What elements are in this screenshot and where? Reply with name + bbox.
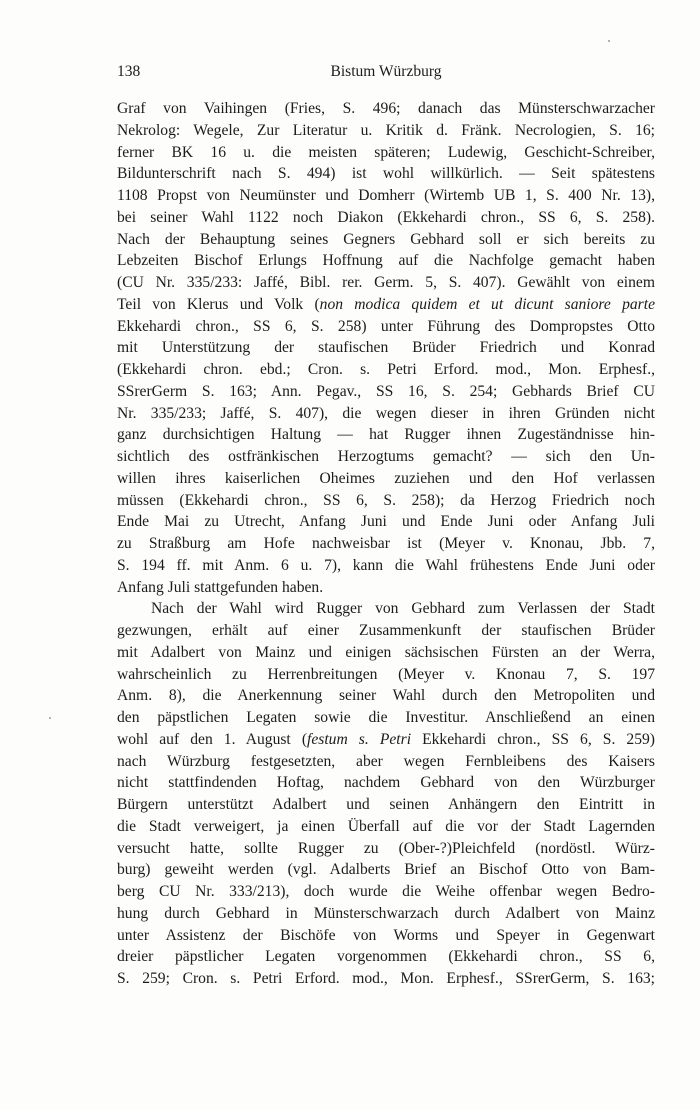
page-number: 138	[117, 63, 141, 80]
text-line: Lebzeiten Bischof Erlungs Hoffnung auf die Nachfolge gemacht haben	[117, 252, 655, 270]
text-line: mit Unterstützung der staufischen Brüder Friedrich und Konrad	[117, 339, 655, 357]
running-title: Bistum Würzburg	[330, 63, 442, 80]
text-line: gezwungen, erhält auf einer Zusammenkunft der staufischen Brüder	[117, 622, 655, 639]
text-line: S. 194 ff. mit Anm. 6 u. 7), kann die Wahl frühestens Ende Juni oder	[117, 556, 655, 574]
text-line: Teil von Klerus und Volk (non modica quidem et ut dicunt saniore parte	[117, 295, 655, 313]
text-line: berg CU Nr. 333/213), doch wurde die Weihe offenbar wegen Bedro-	[117, 883, 655, 900]
text-line: Ende Mai zu Utrecht, Anfang Juni und Ende Juni oder Anfang Juli	[117, 513, 655, 531]
text-line: bei seiner Wahl 1122 noch Diakon (Ekkehardi chron., SS 6, S. 258).	[117, 208, 655, 226]
text-line: dreier päpstlicher Legaten vorgenommen (Ekkehardi chron., SS 6,	[117, 948, 655, 966]
text-line: mit Adalbert von Mainz und einigen sächsischen Fürsten an der Werra,	[117, 643, 655, 661]
text-line: Nach der Wahl wird Rugger von Gebhard zum Verlassen der Stadt	[151, 600, 655, 618]
text-line: burg) geweiht werden (vgl. Adalberts Brief an Bischof Otto von Bam-	[117, 861, 655, 879]
text-line: Bürgern unterstützt Adalbert und seinen Anhängern den Eintritt in	[117, 796, 655, 813]
text-line: nicht stattfindenden Hoftag, nachdem Gebhard von den Würzburger	[117, 774, 655, 792]
text-line: nach Würzburg festgesetzten, aber wegen Fernbleibens des Kaisers	[117, 752, 655, 770]
text-line: Nach der Behauptung seines Gegners Gebhard soll er sich bereits zu	[117, 230, 655, 248]
text-line: wohl auf den 1. August (festum s. Petri Ekkehardi chron., SS 6, S. 259)	[117, 730, 656, 748]
scan-speck	[608, 40, 610, 42]
text-line: Nr. 335/233; Jaffé, S. 407), die wegen dieser in ihren Gründen nicht	[117, 404, 655, 422]
scan-speck	[49, 717, 51, 719]
text-line: SSrerGerm S. 163; Ann. Pegav., SS 16, S. 254; Gebhards Brief CU	[117, 382, 655, 400]
text-line: 1108 Propst von Neumünster und Domherr (Wirtemb UB 1, S. 400 Nr. 13),	[117, 187, 655, 204]
text-line: wahrscheinlich zu Herrenbreitungen (Meyer v. Knonau 7, S. 197	[117, 665, 655, 683]
text-line: Nekrolog: Wegele, Zur Literatur u. Kritik d. Fränk. Necrologien, S. 16;	[117, 121, 655, 139]
text-line: versucht hatte, sollte Rugger zu (Ober-?)Pleichfeld (nordöstl. Würz-	[117, 839, 655, 857]
text-line: Ekkehardi chron., SS 6, S. 258) unter Führung des Dompropstes Otto	[117, 317, 655, 335]
text-line: (CU Nr. 335/233: Jaffé, Bibl. rer. Germ. 5, S. 407). Gewählt von einem	[117, 274, 655, 291]
text-line: ferner BK 16 u. die meisten späteren; Ludewig, Geschicht-Schreiber,	[117, 143, 655, 161]
text-line: sichtlich des ostfränkischen Herzogtums gemacht? — sich den Un-	[117, 448, 655, 465]
text-line: hung durch Gebhard in Münsterschwarzach durch Adalbert von Mainz	[117, 904, 655, 922]
text-line: müssen (Ekkehardi chron., SS 6, S. 258); da Herzog Friedrich noch	[117, 491, 655, 509]
body-text	[117, 98, 655, 990]
text-line: willen ihres kaiserlichen Oheimes zuziehen und den Hof verlassen	[117, 469, 655, 487]
text-line: den päpstlichen Legaten sowie die Investitur. Anschließend an einen	[117, 709, 655, 726]
text-line: die Stadt verweigert, ja einen Überfall auf die vor der Stadt Lagernden	[117, 817, 655, 835]
text-line: unter Assistenz der Bischöfe von Worms und Speyer in Gegenwart	[117, 926, 655, 944]
text-line: S. 259; Cron. s. Petri Erford. mod., Mon. Erphesf., SSrerGerm, S. 163;	[117, 970, 655, 987]
text-line: zu Straßburg am Hofe nachweisbar ist (Meyer v. Knonau, Jbb. 7,	[117, 535, 655, 552]
running-head	[117, 63, 655, 83]
text-line: Anm. 8), die Anerkennung seiner Wahl durch den Metropoliten und	[117, 687, 655, 705]
text-line: Bildunterschrift nach S. 494) ist wohl willkürlich. — Seit spätestens	[117, 165, 655, 183]
text-line: ganz durchsichtigen Haltung — hat Rugger ihnen Zugeständnisse hin-	[117, 426, 655, 444]
text-line: Graf von Vaihingen (Fries, S. 496; danach das Münsterschwarzacher	[117, 100, 655, 117]
text-line: Anfang Juli stattgefunden haben.	[117, 578, 324, 596]
text-line: (Ekkehardi chron. ebd.; Cron. s. Petri Erford. mod., Mon. Erphesf.,	[117, 361, 655, 378]
